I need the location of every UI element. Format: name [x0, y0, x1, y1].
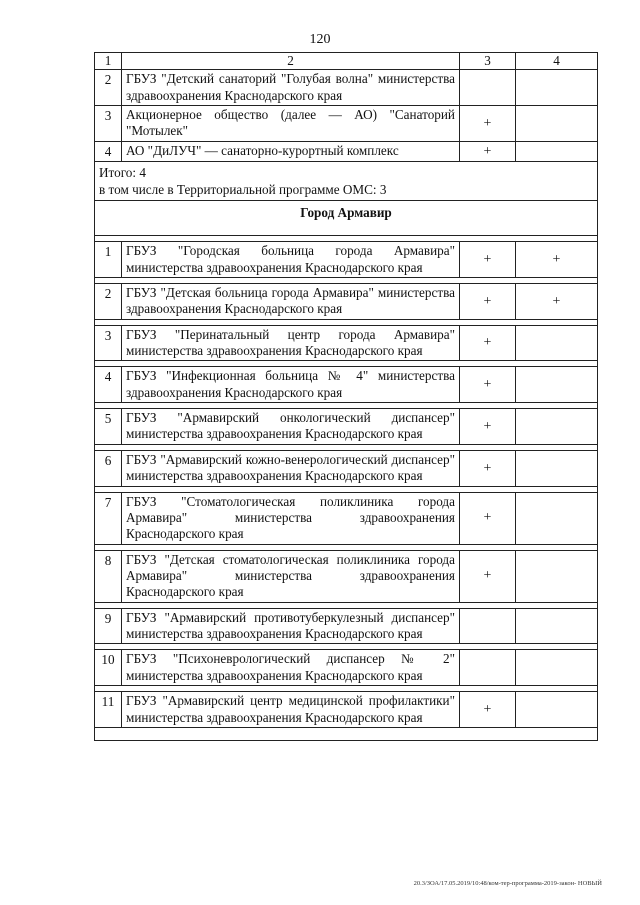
table-row: [95, 692, 598, 728]
table-row: [95, 367, 598, 403]
row-number: 10: [95, 650, 122, 686]
facility-name: ГБУЗ "Детская больница города Армавира" министерства здравоохранения Краснодарского края: [122, 283, 460, 319]
table-row: [95, 242, 598, 278]
column-4-mark: +: [516, 242, 598, 278]
row-number: 11: [95, 692, 122, 728]
facility-name: ГБУЗ "Детская стоматологическая поликлиника города Армавира" министерства здравоохранения Краснодарского края: [122, 550, 460, 602]
facility-name: ГБУЗ "Психоневрологический диспансер № 2" министерства здравоохранения Краснодарского края: [122, 650, 460, 686]
summary-cell: [95, 162, 598, 201]
section-title: Город Армавир: [95, 200, 598, 235]
column-4-mark: [516, 650, 598, 686]
row-number: 2: [95, 283, 122, 319]
column-header: 3: [460, 53, 516, 70]
row-number: 6: [95, 450, 122, 486]
spacer-cell: [95, 727, 598, 740]
facility-name: ГБУЗ "Городская больница города Армавира" министерства здравоохранения Краснодарского края: [122, 242, 460, 278]
spacer-row: [95, 727, 598, 740]
facility-name: ГБУЗ "Армавирский онкологический диспансер" министерства здравоохранения Краснодарского края: [122, 409, 460, 445]
table-row: [95, 106, 598, 142]
facility-name: Акционерное общество (далее — АО) "Санаторий "Мотылек": [122, 106, 460, 142]
column-4-mark: [516, 106, 598, 142]
column-4-mark: [516, 450, 598, 486]
row-number: 9: [95, 608, 122, 644]
column-4-mark: [516, 409, 598, 445]
section-row: [95, 200, 598, 235]
row-number: 2: [95, 70, 122, 106]
page-number: 120: [309, 32, 331, 47]
column-3-mark: [460, 650, 516, 686]
facility-name: АО "ДиЛУЧ" — санаторно-курортный комплекс: [122, 141, 460, 161]
table-header-row: [95, 53, 598, 70]
table-row: [95, 608, 598, 644]
column-3-mark: +: [460, 492, 516, 544]
facility-name: ГБУЗ "Армавирский противотуберкулезный диспансер" министерства здравоохранения Краснодарского края: [122, 608, 460, 644]
table-row: [95, 283, 598, 319]
column-3-mark: +: [460, 106, 516, 142]
column-3-mark: [460, 70, 516, 106]
column-3-mark: +: [460, 450, 516, 486]
column-3-mark: +: [460, 692, 516, 728]
column-4-mark: [516, 550, 598, 602]
facility-name: ГБУЗ "Детский санаторий "Голубая волна" министерства здравоохранения Краснодарского края: [122, 70, 460, 106]
row-number: 7: [95, 492, 122, 544]
column-4-mark: [516, 70, 598, 106]
table-row: [95, 492, 598, 544]
row-number: 4: [95, 367, 122, 403]
table-row: [95, 650, 598, 686]
document-footer: 20.3/ЗОА/17.05.2019/10:48/ком-тер-программа-2019-закон- НОВЫЙ: [413, 880, 602, 887]
column-3-mark: +: [460, 367, 516, 403]
column-4-mark: [516, 492, 598, 544]
facility-name: ГБУЗ "Армавирский центр медицинской профилактики" министерства здравоохранения Краснодарского края: [122, 692, 460, 728]
column-4-mark: [516, 325, 598, 361]
row-number: 3: [95, 325, 122, 361]
table-row: [95, 70, 598, 106]
column-4-mark: [516, 692, 598, 728]
column-3-mark: +: [460, 409, 516, 445]
column-header: 1: [95, 53, 122, 70]
column-3-mark: +: [460, 325, 516, 361]
table-row: [95, 450, 598, 486]
summary-total: Итого: 4: [99, 165, 146, 181]
row-number: 8: [95, 550, 122, 602]
column-4-mark: [516, 608, 598, 644]
column-3-mark: +: [460, 550, 516, 602]
table-row: [95, 325, 598, 361]
facility-name: ГБУЗ "Стоматологическая поликлиника города Армавира" министерства здравоохранения Краснодарского края: [122, 492, 460, 544]
facility-name: ГБУЗ "Инфекционная больница № 4" министерства здравоохранения Краснодарского края: [122, 367, 460, 403]
column-3-mark: [460, 608, 516, 644]
summary-oms: в том числе в Территориальной программе ОМС: 3: [99, 181, 387, 197]
column-3-mark: +: [460, 283, 516, 319]
table-row: [95, 409, 598, 445]
facility-name: ГБУЗ "Перинатальный центр города Армавира" министерства здравоохранения Краснодарского края: [122, 325, 460, 361]
table-row: [95, 141, 598, 161]
row-number: 3: [95, 106, 122, 142]
row-number: 5: [95, 409, 122, 445]
row-number: 1: [95, 242, 122, 278]
column-header: 2: [122, 53, 460, 70]
column-4-mark: [516, 141, 598, 161]
facilities-table: [94, 52, 598, 741]
summary-row: [95, 162, 598, 201]
column-4-mark: +: [516, 283, 598, 319]
facility-name: ГБУЗ "Армавирский кожно-венерологический диспансер" министерства здравоохранения Краснодарского края: [122, 450, 460, 486]
table-row: [95, 550, 598, 602]
row-number: 4: [95, 141, 122, 161]
column-4-mark: [516, 367, 598, 403]
column-3-mark: +: [460, 242, 516, 278]
column-3-mark: +: [460, 141, 516, 161]
column-header: 4: [516, 53, 598, 70]
